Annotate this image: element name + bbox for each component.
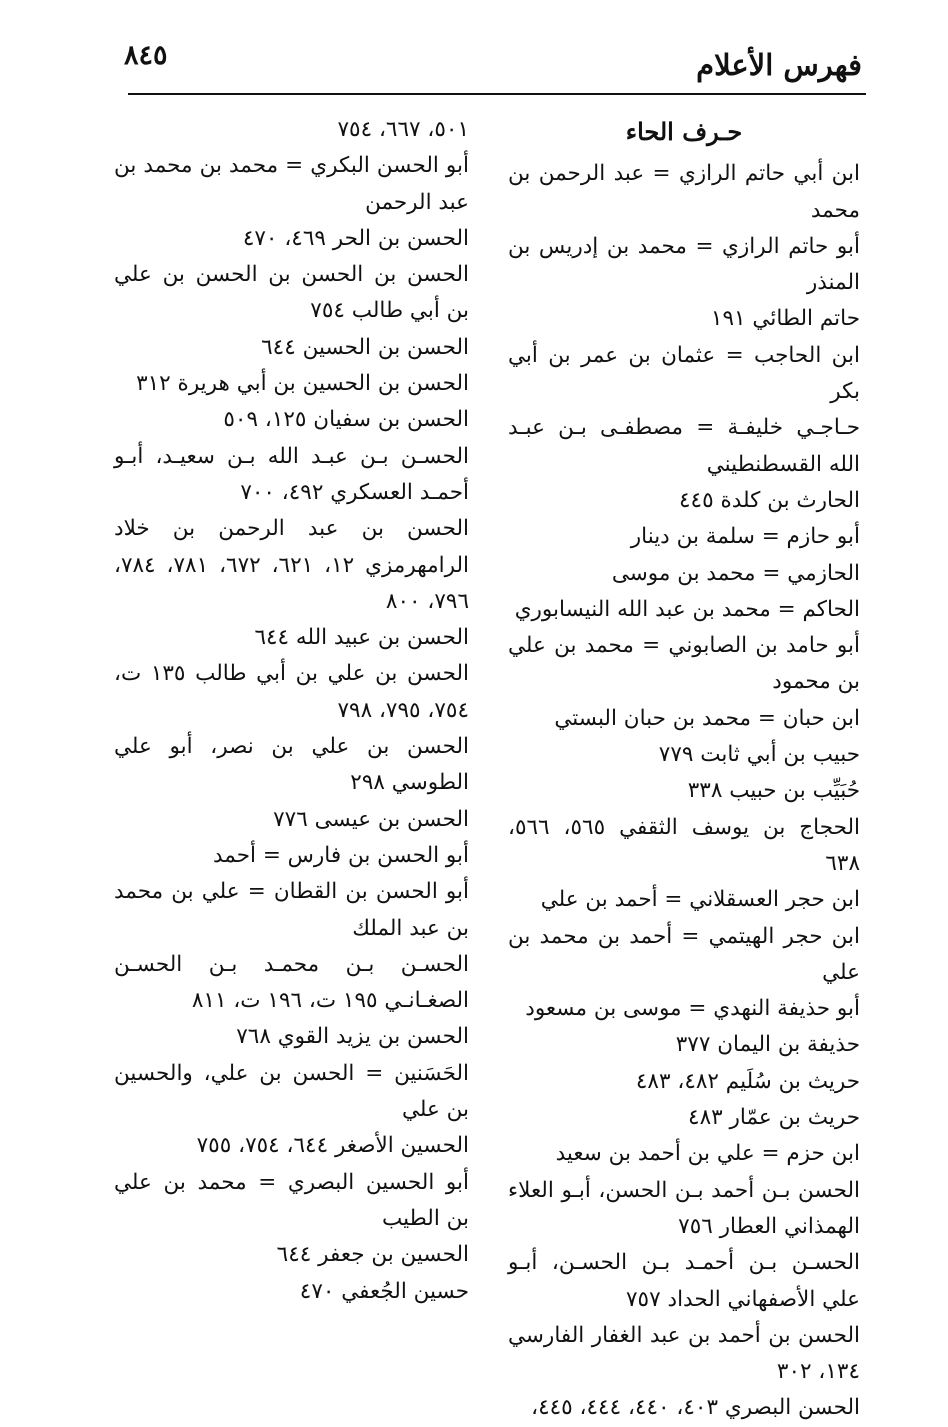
- index-entry: حذيفة بن اليمان ٣٧٧: [675, 1032, 860, 1058]
- index-entry: الحجاج بن يوسف الثقفي ٥٦٥، ٥٦٦، ٦٣٨: [508, 814, 860, 876]
- index-entry: أبو حذيفة النهدي = موسى بن مسعود: [525, 996, 860, 1022]
- index-entry: الحسن بن سفيان ١٢٥، ٥٠٩: [223, 407, 469, 433]
- index-entry: الحسن بن أحمد بن عبد الغفار الفارسي ١٣٤، ٣٠٢: [508, 1322, 860, 1385]
- page-number: ٨٤٥: [124, 40, 168, 71]
- left-entries-list: [114, 112, 469, 1310]
- index-entry: حريث بن سُلَيم ٤٨٢، ٤٨٣: [635, 1068, 860, 1094]
- right-entries-list: [508, 156, 860, 1426]
- index-entry: الحسن البصري ٤٠٣، ٤٤٠، ٤٤٤، ٤٤٥،: [531, 1395, 860, 1421]
- section-heading: حـرف الحاء: [625, 117, 743, 146]
- index-entry: حُبَيِّب بن حبيب ٣٣٨: [687, 778, 860, 804]
- index-entry: أبو حامد بن الصابوني = محمد بن علي بن محمود: [508, 633, 860, 695]
- index-entry: الحازمي = محمد بن موسى: [611, 560, 860, 586]
- index-entry: الحسين الأصغر ٦٤٤، ٧٥٤، ٧٥٥: [196, 1133, 469, 1159]
- index-entry: حاتم الطائي ١٩١: [710, 306, 860, 332]
- index-entry: حريث بن عمّار ٤٨٣: [688, 1105, 860, 1131]
- index-entry: حسين الجُعفي ٤٧٠: [299, 1278, 469, 1304]
- index-entry: ابن حزم = علي بن أحمد بن سعيد: [555, 1141, 860, 1167]
- index-entry: أبو الحسن بن القطان = علي بن محمد بن عبد الملك: [114, 879, 469, 941]
- index-entry: الحسن بـن أحمد بـن الحسن، أبـو العلاء الهمذاني العطار ٧٥٦: [508, 1177, 860, 1239]
- index-entry: الحسن بن الحر ٤٦٩، ٤٧٠: [242, 225, 469, 251]
- index-entry: أبو الحسين البصري = محمد بن علي بن الطيب: [114, 1169, 469, 1231]
- index-entry: الحسن بن عيسى ٧٧٦: [273, 806, 469, 832]
- index-entry: الحسن بن علي بن نصر، أبو علي الطوسي ٢٩٨: [114, 734, 469, 796]
- index-entry: الحسن بن الحسن بن الحسن بن علي بن أبي طالب ٧٥٤: [114, 262, 469, 324]
- index-entry: أبو حازم = سلمة بن دينار: [630, 524, 860, 550]
- index-entry: الحسن بن الحسين ٦٤٤: [261, 334, 469, 360]
- index-column-left: [114, 112, 469, 1310]
- index-entry: ابن أبي حاتم الرازي = عبد الرحمن بن محمد: [508, 161, 860, 223]
- index-entry: أبو حاتم الرازي = محمد بن إدريس بن المنذر: [508, 233, 860, 296]
- index-entry: أبو الحسن بن فارس = أحمد: [213, 842, 469, 868]
- index-entry: الحارث بن كلدة ٤٤٥: [679, 487, 860, 513]
- index-entry: الحسن بن الحسين بن أبي هريرة ٣١٢: [136, 371, 469, 397]
- running-title: فهرس الأعلام: [696, 48, 862, 82]
- index-entry: حبيب بن أبي ثابت ٧٧٩: [658, 742, 860, 768]
- index-entry: الحَسَنين = الحسن بن علي، والحسين بن علي: [114, 1060, 469, 1123]
- index-entry: ابن حجر الهيتمي = أحمد بن محمد بن علي: [508, 923, 860, 985]
- index-entry: الحسـن بـن عبـد الله بـن سعيـد، أبـو أحمـد العسكري ٤٩٢، ٧٠٠: [114, 443, 469, 505]
- index-entry: ابن حجر العسقلاني = أحمد بن علي: [540, 887, 860, 913]
- index-entry: الحاكم = محمد بن عبد الله النيسابوري: [514, 596, 860, 622]
- index-entry: الحسـن بـن محمـد بـن الحسـن الصغـانـي ١٩٥ ت، ١٩٦ ت، ٨١١: [114, 951, 469, 1014]
- index-entry: الحسن بن يزيد القوي ٧٦٨: [236, 1024, 469, 1050]
- index-entry: الحسن بن عبيد الله ٦٤٤: [254, 625, 469, 651]
- index-entry: ابن حبان = محمد بن حبان البستي: [554, 705, 860, 731]
- index-entry: الحسـن بـن أحمـد بـن الحسـن، أبـو علي الأصفهاني الحداد ٧٥٧: [508, 1250, 860, 1312]
- index-entry: الحسين بن جعفر ٦٤٤: [276, 1242, 469, 1268]
- header-rule: [128, 93, 866, 95]
- index-entry: الحسن بن عبد الرحمن بن خلاد الرامهرمزي ١٢، ٦٢١، ٦٧٢، ٧٨١، ٧٨٤، ٧٩٦، ٨٠٠: [114, 516, 469, 614]
- index-entry: ٥٠١، ٦٦٧، ٧٥٤: [337, 117, 469, 142]
- index-column-right: [508, 112, 860, 1427]
- index-entry: حـاجـي خليفـة = مصطفـى بـن عبـد الله القسطنطيني: [508, 415, 860, 477]
- index-entry: الحسن بن علي بن أبي طالب ١٣٥ ت، ٧٥٤، ٧٩٥، ٧٩٨: [114, 661, 470, 723]
- index-entry: ابن الحاجب = عثمان بن عمر بن أبي بكر: [508, 342, 860, 405]
- index-entry: أبو الحسن البكري = محمد بن محمد بن عبد الرحمن: [114, 153, 469, 215]
